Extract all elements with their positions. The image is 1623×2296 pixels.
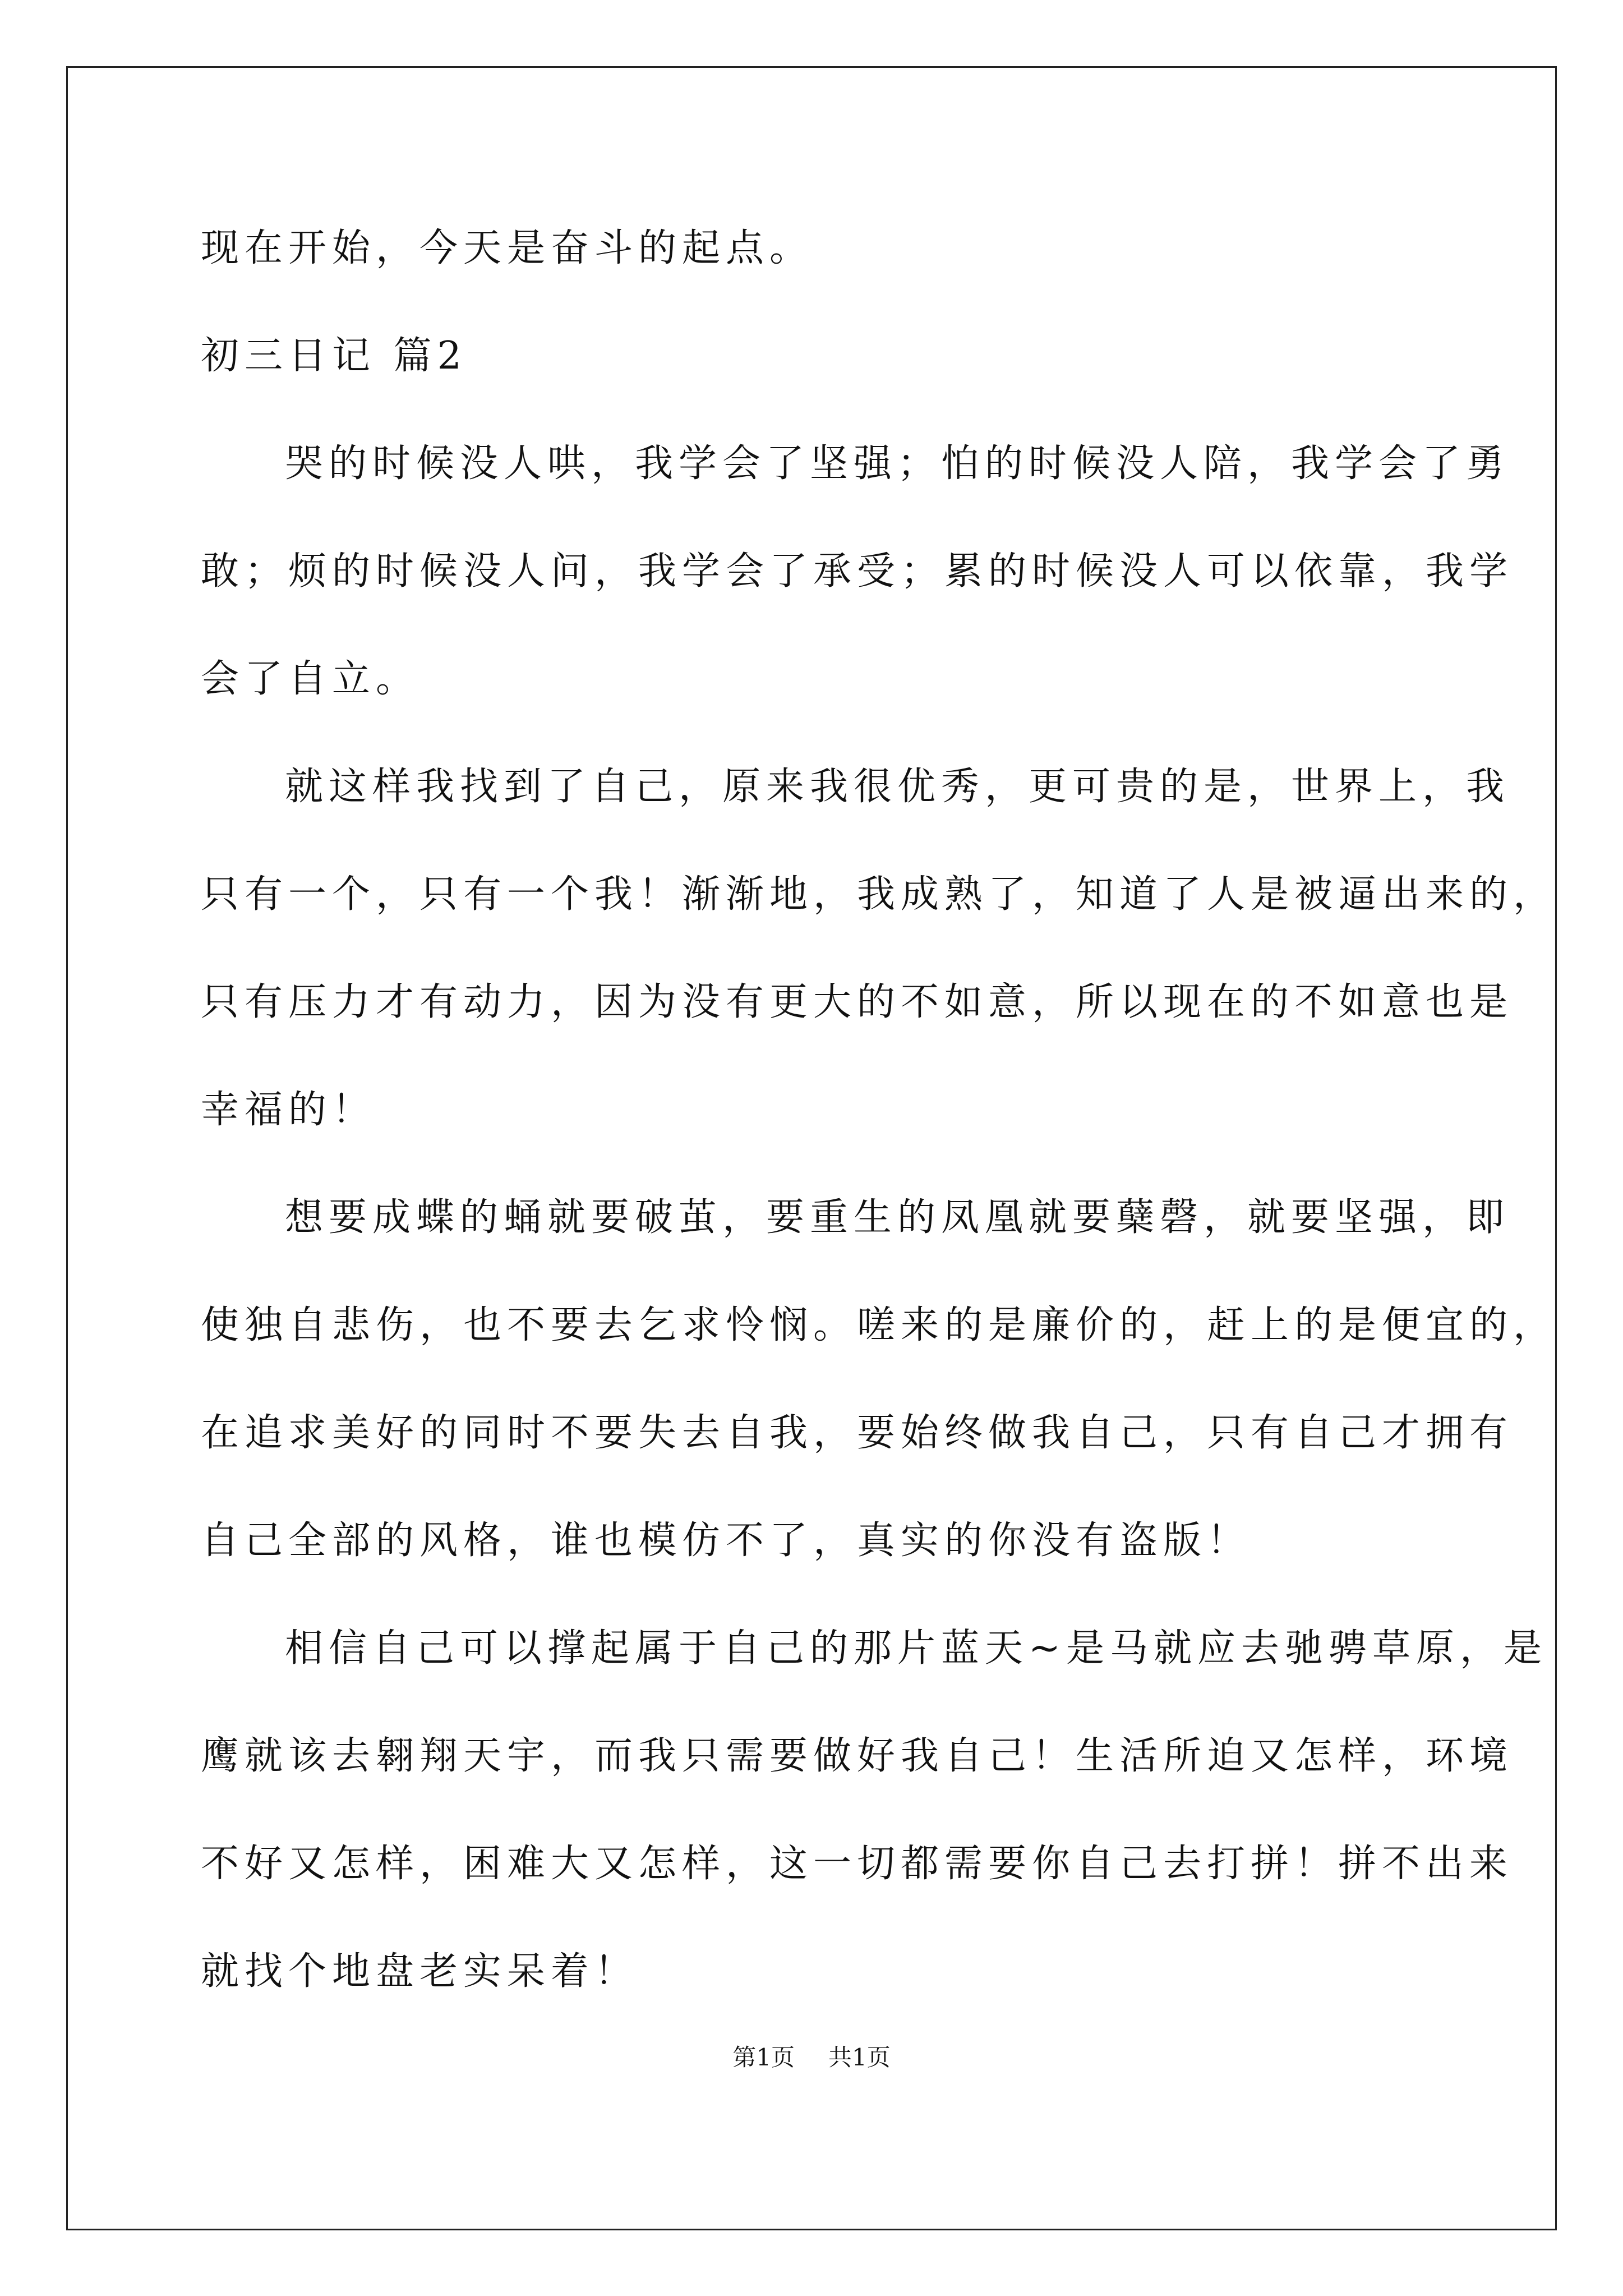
page-footer [0, 2042, 1623, 2073]
page-total: 共1页 [828, 2044, 891, 2071]
text-line: 自己全部的风格，谁也模仿不了，真实的你没有盗版！ [201, 1519, 1251, 1563]
text-line: 只有一个，只有一个我！渐渐地，我成熟了，知道了人是被逼出来的， [201, 872, 1557, 917]
text-line: 幸福的！ [201, 1088, 376, 1132]
text-line: 想要成蝶的蛹就要破茧，要重生的凤凰就要蘖磬，就要坚强，即 [285, 1195, 1510, 1240]
text-line: 就找个地盘老实呆着！ [201, 1949, 639, 1994]
section-heading: 初三日记 篇2 [201, 334, 467, 378]
text-line: 哭的时候没人哄，我学会了坚强；怕的时候没人陪，我学会了勇 [285, 441, 1510, 486]
text-line: 会了自立。 [201, 657, 420, 701]
document-body [201, 222, 1557, 2053]
text-line: 鹰就该去翱翔天宇，而我只需要做好我自己！生活所迫又怎样，环境 [201, 1734, 1514, 1778]
text-line: 就这样我找到了自己，原来我很优秀，更可贵的是，世界上，我 [285, 765, 1510, 809]
page-number: 第1页 [732, 2044, 795, 2071]
text-line: 使独自悲伤，也不要去乞求怜悯。嗟来的是廉价的，赶上的是便宜的， [201, 1303, 1557, 1347]
text-line: 只有压力才有动力，因为没有更大的不如意，所以现在的不如意也是 [201, 980, 1514, 1024]
text-line: 相信自己可以撑起属于自己的那片蓝天~是马就应去驰骋草原，是 [285, 1626, 1547, 1671]
text-line: 现在开始，今天是奋斗的起点。 [201, 226, 814, 270]
text-line: 在追求美好的同时不要失去自我，要始终做我自己，只有自己才拥有 [201, 1411, 1514, 1455]
text-line: 不好又怎样，困难大又怎样，这一切都需要你自己去打拼！拼不出来 [201, 1842, 1514, 1886]
text-line: 敢；烦的时候没人问，我学会了承受；累的时候没人可以依靠，我学 [201, 549, 1514, 593]
